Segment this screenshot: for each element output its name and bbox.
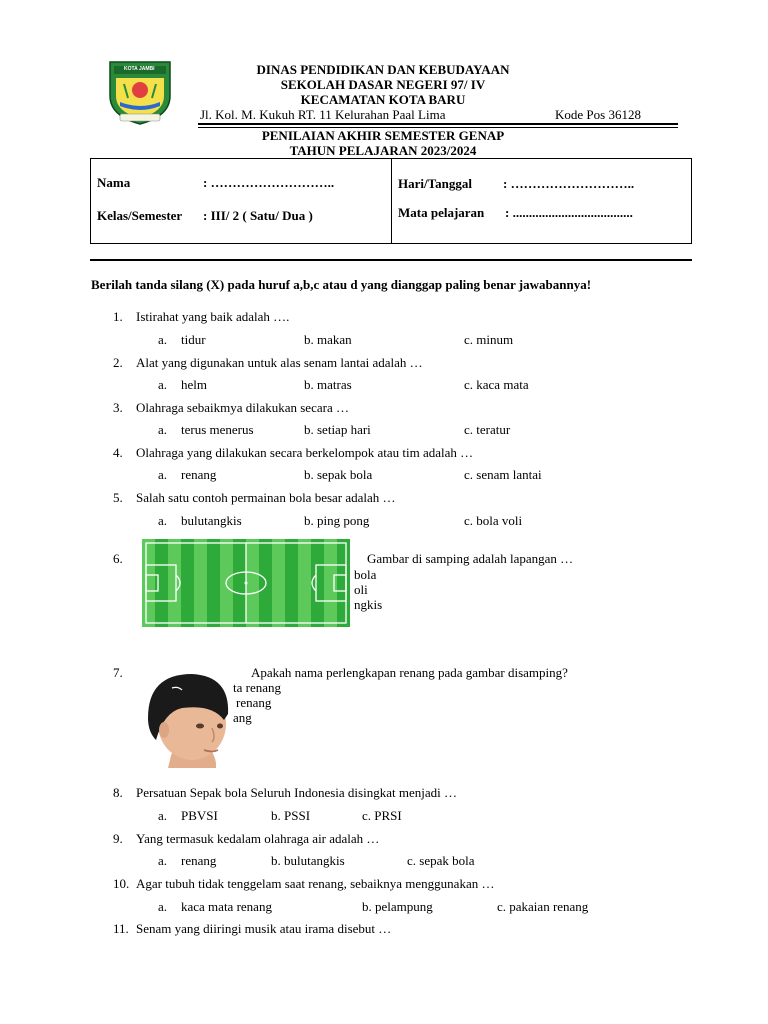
exam-year: TAHUN PELAJARAN 2023/2024 [289, 143, 477, 158]
header-address: Jl. Kol. M. Kukuh RT. 11 Kelurahan Paal Lima [200, 107, 446, 122]
exam-title: PENILAIAN AKHIR SEMESTER GENAP [261, 128, 505, 143]
hari-tanggal-label: Hari/Tanggal [398, 176, 472, 191]
question-text: Olahraga sebaikmya dilakukan secara … [136, 400, 349, 415]
option-a[interactable]: tidur [181, 332, 206, 347]
option-fragment-a[interactable]: ta renang [233, 680, 282, 695]
swim-cap-image [142, 668, 232, 768]
mata-pelajaran-field[interactable]: : ..................................... [505, 205, 633, 220]
mata-pelajaran-label: Mata pelajaran [398, 205, 485, 220]
hari-tanggal-field[interactable]: : ……………………….. [503, 176, 635, 191]
question-text: Alat yang digunakan untuk alas senam lantai adalah … [136, 355, 423, 370]
soccer-field-image [142, 539, 350, 627]
option-c[interactable]: c. teratur [464, 422, 511, 437]
option-fragment-c[interactable]: ngkis [354, 597, 383, 612]
option-a[interactable]: renang [181, 467, 217, 482]
option-fragment-b[interactable]: oli [354, 582, 368, 597]
option-b[interactable]: b. matras [304, 377, 352, 392]
question-text: Olahraga yang dilakukan secara berkelompok atau tim adalah … [136, 445, 474, 460]
header-divider-thick [198, 123, 678, 125]
question-text: Istirahat yang baik adalah …. [136, 309, 290, 324]
option-a[interactable]: helm [181, 377, 207, 392]
option-fragment-b[interactable]: renang [236, 695, 272, 710]
option-a[interactable]: kaca mata renang [181, 899, 272, 914]
question-text: Senam yang diiringi musik atau irama disebut … [136, 921, 392, 936]
option-a[interactable]: terus menerus [181, 422, 254, 437]
nama-label: Nama [97, 175, 131, 190]
header-dinas: DINAS PENDIDIKAN DAN KEBUDAYAAN [256, 62, 510, 77]
option-c[interactable]: c. PRSI [362, 808, 402, 823]
option-c[interactable]: c. sepak bola [407, 853, 475, 868]
option-c[interactable]: c. kaca mata [464, 377, 529, 392]
kelas-label: Kelas/Semester [97, 208, 183, 223]
question-text: Apakah nama perlengkapan renang pada gambar disamping? [251, 665, 568, 680]
header-postal-code: Kode Pos 36128 [555, 107, 641, 122]
question-text: Persatuan Sepak bola Seluruh Indonesia disingkat menjadi … [136, 785, 457, 800]
option-b[interactable]: b. makan [304, 332, 352, 347]
question-text: Agar tubuh tidak tenggelam saat renang, sebaiknya menggunakan … [136, 876, 495, 891]
option-a[interactable]: PBVSI [181, 808, 218, 823]
question-text: Yang termasuk kedalam olahraga air adalah … [136, 831, 380, 846]
student-info-box [90, 158, 692, 244]
school-logo [106, 58, 174, 126]
header-district: KECAMATAN KOTA BARU [300, 92, 466, 107]
question-text: Gambar di samping adalah lapangan … [367, 551, 574, 566]
swim-cap-head-icon [142, 668, 232, 768]
option-fragment-a[interactable]: bola [354, 567, 377, 582]
option-b[interactable]: b. bulutangkis [271, 853, 345, 868]
kelas-value: : III/ 2 ( Satu/ Dua ) [203, 208, 313, 223]
soccer-field-icon [142, 539, 350, 627]
option-a[interactable]: bulutangkis [181, 513, 242, 528]
option-b[interactable]: b. sepak bola [304, 467, 373, 482]
instruction: Berilah tanda silang (X) pada huruf a,b,c atau d yang dianggap paling benar jawabannya! [91, 277, 592, 292]
header-school: SEKOLAH DASAR NEGERI 97/ IV [280, 77, 486, 92]
option-b[interactable]: b. PSSI [271, 808, 311, 823]
option-b[interactable]: b. setiap hari [304, 422, 371, 437]
option-c[interactable]: c. senam lantai [464, 467, 542, 482]
option-fragment-c[interactable]: ang [233, 710, 252, 725]
logo-text: KOTA JAMBI [124, 66, 155, 72]
option-b[interactable]: b. ping pong [304, 513, 370, 528]
question-text: Salah satu contoh permainan bola besar adalah … [136, 490, 396, 505]
nama-field[interactable]: : ……………………….. [203, 175, 335, 190]
option-c[interactable]: c. bola voli [464, 513, 523, 528]
option-a[interactable]: renang [181, 853, 217, 868]
option-c[interactable]: c. minum [464, 332, 514, 347]
box-divider [391, 159, 392, 243]
option-b[interactable]: b. pelampung [362, 899, 433, 914]
option-c[interactable]: c. pakaian renang [497, 899, 589, 914]
section-divider [90, 259, 692, 261]
